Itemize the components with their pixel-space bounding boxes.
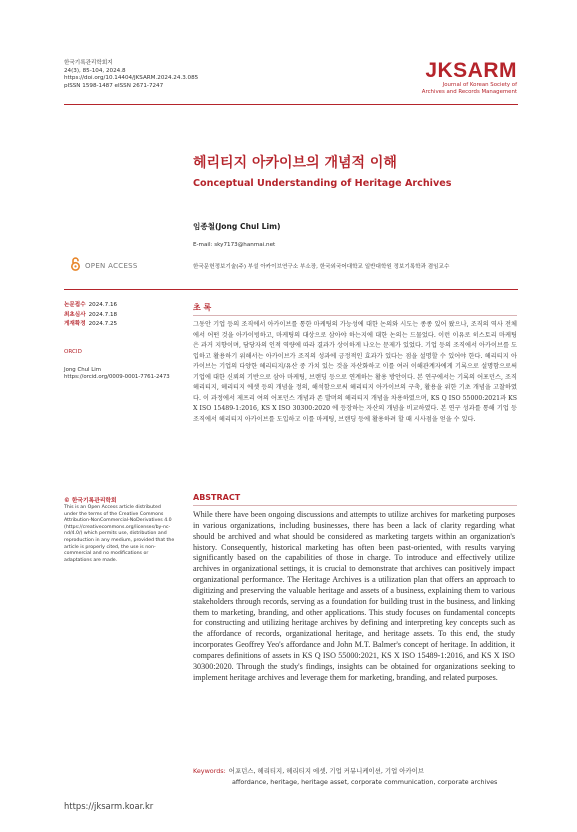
- orcid-link[interactable]: https://orcid.org/0009-0001-7761-2473: [64, 374, 170, 380]
- volume-line: 24(3), 85-104, 2024.8: [64, 67, 126, 74]
- brand-subtitle-1: Journal of Korean Society of: [442, 82, 517, 88]
- brand-logo: JKSARM: [425, 59, 517, 82]
- keywords-english: affordance, heritage, heritage asset, corporate communication, corporate archives: [232, 777, 498, 786]
- journal-meta: [64, 60, 198, 90]
- orcid-label: ORCID: [64, 349, 82, 355]
- orcid-entry: [64, 367, 170, 381]
- license-text: This is an Open Access article distributed under the terms of the Creative Commons Attribution-NonCommercial-NoDerivatives 4.0 (https://creativecommons.org/licenses/by-nc-nd/4.0/) which permits use, distribution and reproduction in any medium, provided that the article is properly cited, the use is non-commercial and no modifications or adaptations are made.: [64, 505, 175, 563]
- keywords: [193, 766, 517, 787]
- journal-brand: [422, 60, 517, 95]
- journal-site-link[interactable]: https://jksarm.koar.kr: [64, 801, 154, 811]
- doi-link[interactable]: https://doi.org/10.14404/JKSARM.2024.24.3.085: [64, 75, 199, 82]
- date-accepted: 게재확정 2024.7.25: [64, 321, 118, 328]
- submission-dates: [64, 301, 117, 330]
- abstract-ko-rule: [193, 315, 517, 316]
- section-rule: [64, 289, 518, 290]
- orcid-author-name: Jong Chul Lim: [64, 367, 102, 373]
- issn-line: pISSN 1598-1487 eISSN 2671-7247: [64, 82, 164, 89]
- copyright-heading: © 한국기록관리학회: [64, 498, 117, 504]
- journal-name-ko: 한국기록관리학회지: [64, 60, 113, 66]
- open-access-badge: [70, 256, 138, 275]
- date-reviewed: 최초심사 2024.7.18: [64, 311, 118, 318]
- author-email[interactable]: E-mail: sky7173@hanmai.net: [193, 242, 276, 248]
- author-affiliation: 한국문헌정보기술(주) 부설 아카이브연구소 부소장, 한국외국어대학교 일반대학원 정보기록학과 겸임교수: [193, 264, 450, 270]
- abstract-en-heading: ABSTRACT: [193, 493, 241, 502]
- keywords-label: Keywords:: [193, 767, 226, 775]
- abstract-ko-text: 그동안 기업 등의 조직에서 아카이브를 통한 마케팅의 가능성에 대한 논의와 시도는 종종 있어 왔으나, 조직의 역사 전체에서 어떤 것을 아카이빙하고, 마케팅의 대상으로 삼아야 하는지에 대한 논의는 드물었다. 이런 이유로 히스토리 마케팅은 과거 지향이며, 담당자의 인적 역량에 따라 결과가 상이하게 나오는 문제가 있었다. 기업 등의 조직에서 아카이브를 도입하고 활용하기 위해서는 아카이브가 조직의 성과에 긍정적인 효과가 있다는 점을 설명할 수 있어야 한다. 헤리티지 아카이브는 기업의 다양한 헤리티지/유산 중 가치 있는 것을 자산화하고 이를 여러 이해관계자에게 기록으로 설명함으로써 기업에 대한 신뢰의 기반으로 삼아 마케팅, 브랜딩 등으로 연계하는 활용 방안이다. 본 연구에서는 기록의 어포던스, 조직 헤리티지, 헤리티지 에셋 등의 개념을 정의, 해석함으로써 헤리티지 아카이브의 구축, 활용을 위한 기초 개념을 고찰하였다. 이 과정에서 제프리 여의 어포던스 개념과 존 발머의 헤리티지 개념을 차용하였으며, KS Q ISO 55000:2021과 KS X ISO 15489-1:2016, KS X ISO 30300:2020 에 등장하는 자산의 개념을 비교하였다. 본 연구 성과를 통해 기업 등 조직에서 헤리티지 아카이브를 도입하고 이를 마케팅, 브랜딩 등에 활용하려 할 때 시사점을 얻을 수 있다.: [193, 321, 517, 423]
- title-korean: 헤리티지 아카이브의 개념적 이해: [193, 155, 397, 171]
- date-received: 논문접수 2024.7.16: [64, 302, 118, 308]
- open-access-lock-icon: [70, 256, 81, 275]
- abstract-ko-heading: 초 록: [193, 303, 212, 312]
- author-name: 임종철(Jong Chul Lim): [193, 222, 281, 231]
- header-rule: [64, 104, 518, 105]
- brand-subtitle-2: Archives and Records Management: [421, 88, 517, 95]
- title-english: Conceptual Understanding of Heritage Archives: [193, 178, 452, 189]
- open-access-label: OPEN ACCESS: [85, 261, 138, 270]
- keywords-korean: 어포던스, 헤리티지, 헤리티지 에셋, 기업 커뮤니케이션, 기업 아카이브: [228, 767, 424, 775]
- abstract-en-text: While there have been ongoing discussions and attempts to utilize archives for marketing purposes in various organizations, including businesses, there has been a lack of clarity regarding what should be archived and what should be considered as marketing targets within an organization's history. Consequently, historical marketing has often been past-oriented, with results varying significantly based on the capabilities of those in charge. To introduce and effectively utilize archives in organizational settings, it is crucial to demonstrate that archives can positively impact organizational performance. The Heritage Archives is a utilization plan that offers an approach to digitizing and preserving the valuable heritage and assets of a business, explaining them to various stakeholders through records, serving as a foundation for building trust in the business, and linking them to marketing, branding, and other applications. This study focuses on fundamental concepts for constructing and utilizing heritage archives by defining and interpreting key concepts such as the affordance of records, organizational heritage, and heritage assets. To this end, the study incorporates Geoffrey Yeo's affordance and John M.T. Balmer's concept of heritage. In addition, it compares definitions of assets in KS Q ISO 55000:2021, KS X ISO 15489-1:2016, and KS X ISO 30300:2020. Through the study's findings, insights can be obtained for organizations seeking to implement heritage archives and leverage them for marketing, branding, and related purposes.: [193, 510, 515, 682]
- abstract-en-rule: [193, 505, 517, 506]
